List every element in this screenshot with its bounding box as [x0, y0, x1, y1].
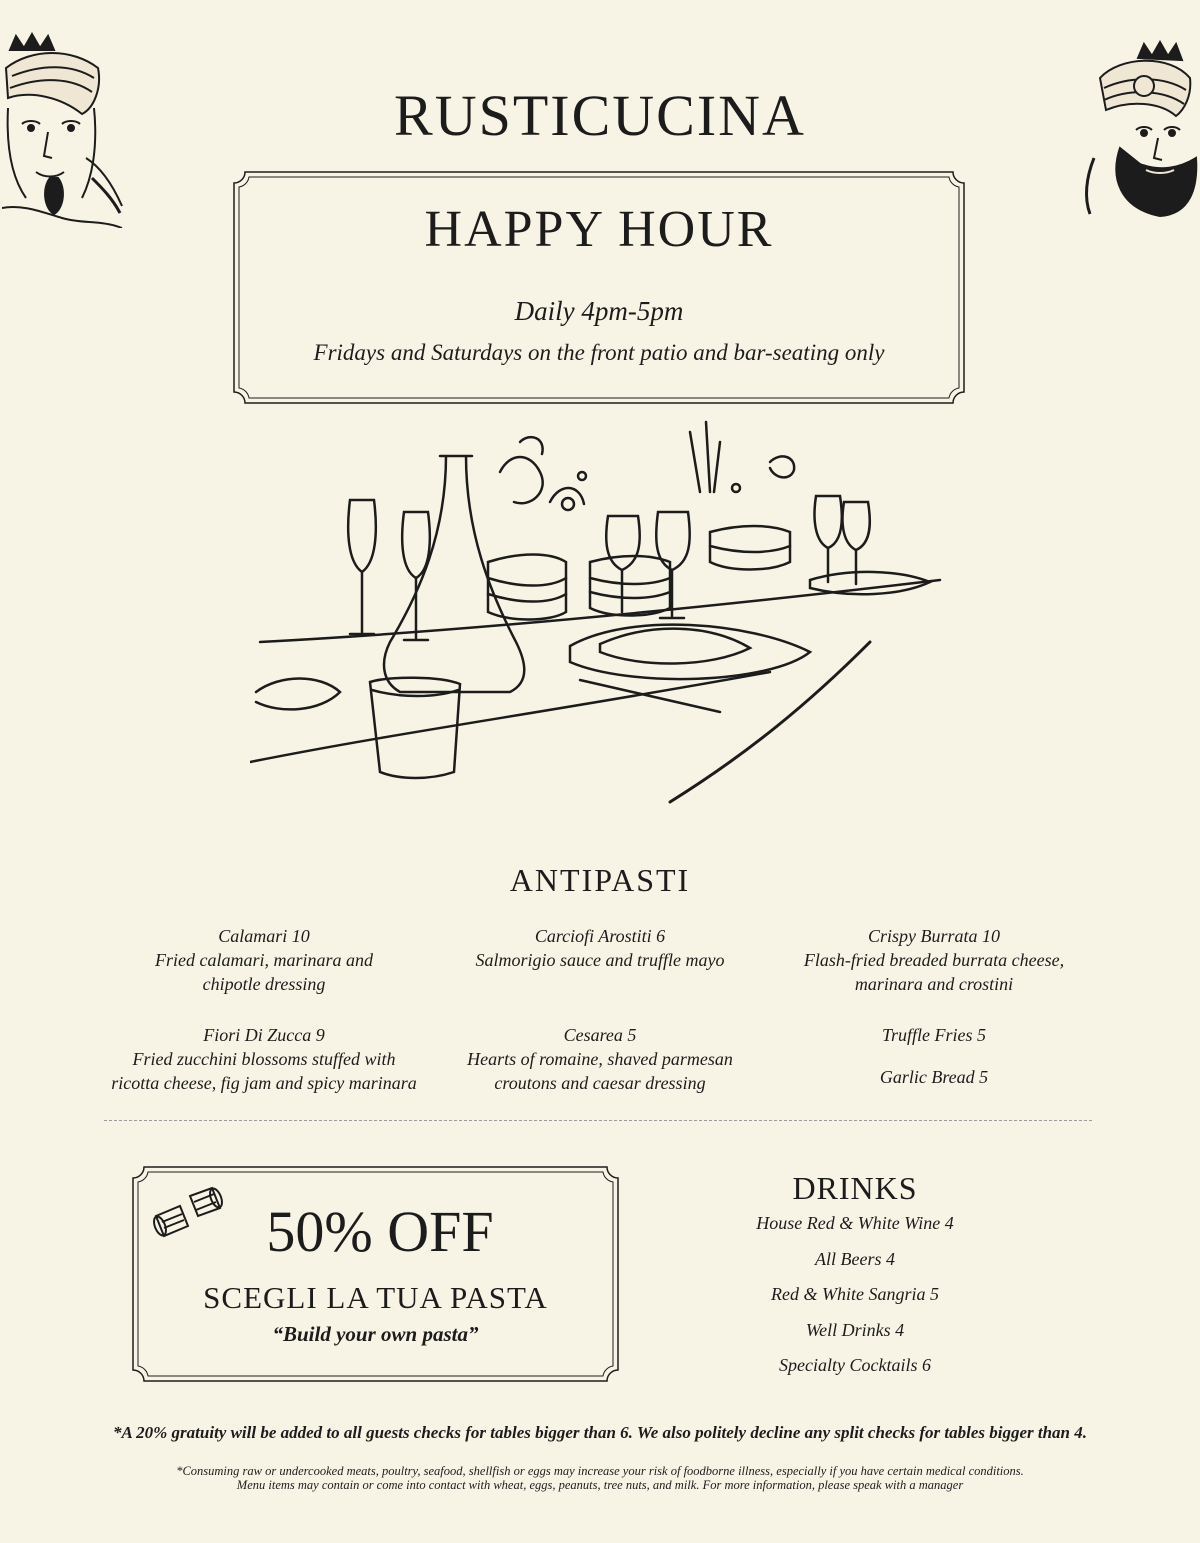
- gratuity-note: *A 20% gratuity will be added to all guests checks for tables bigger than 6. We also politely decline any split checks for tables bigger than 4.: [112, 1423, 1088, 1442]
- section-divider: [104, 1120, 1092, 1121]
- happy-hour-note: Fridays and Saturdays on the front patio and bar-seating only: [313, 340, 885, 365]
- dish-name: Crispy Burrata 10: [867, 926, 1000, 946]
- drink-item: Red & White Sangria 5: [771, 1284, 939, 1304]
- drink-item: Well Drinks 4: [805, 1320, 905, 1340]
- dish-description: chipotle dressing: [202, 974, 326, 994]
- dish-name: Carciofi Arostiti 6: [534, 926, 666, 946]
- promo-discount: 50% OFF: [266, 1199, 494, 1264]
- promo-subtitle: SCEGLI LA TUA PASTA: [203, 1280, 548, 1315]
- antipasti-heading: ANTIPASTI: [509, 862, 691, 898]
- drinks-heading: DRINKS: [792, 1170, 918, 1206]
- dining-table-sketch: [250, 412, 950, 830]
- dish-description: Salmorigio sauce and truffle mayo: [475, 950, 725, 970]
- dish-description: Flash-fried breaded burrata cheese,: [803, 950, 1065, 970]
- dish-description: Fried calamari, marinara and: [155, 950, 373, 970]
- dish-description: ricotta cheese, fig jam and spicy marinara: [111, 1073, 417, 1093]
- drink-item: Specialty Cocktails 6: [779, 1355, 931, 1375]
- menu-item: [754, 1023, 1114, 1047]
- promo-tagline: “Build your own pasta”: [272, 1322, 479, 1346]
- menu-item: [754, 924, 1114, 996]
- menu-item: [754, 1065, 1114, 1089]
- allergen-disclaimer: Menu items may contain or come into contact with wheat, eggs, peanuts, tree nuts, and milk. For more information, please speak with a manager: [236, 1478, 964, 1492]
- menu-item: [84, 1023, 444, 1095]
- drink-item: House Red & White Wine 4: [756, 1213, 954, 1233]
- dish-name: Cesarea 5: [563, 1025, 637, 1045]
- dish-name: Truffle Fries 5: [881, 1025, 986, 1045]
- menu-item: [420, 1023, 780, 1095]
- food-safety-disclaimer: *Consuming raw or undercooked meats, poultry, seafood, shellfish or eggs may increase your risk of foodborne illness, especially if you have certain medical conditions.: [176, 1464, 1024, 1478]
- menu-item: [420, 924, 780, 972]
- dish-description: croutons and caesar dressing: [494, 1073, 706, 1093]
- drink-item: All Beers 4: [815, 1249, 895, 1269]
- dish-name: Calamari 10: [218, 926, 310, 946]
- dish-description: Hearts of romaine, shaved parmesan: [467, 1049, 733, 1069]
- happy-hour-title: HAPPY HOUR: [424, 201, 774, 258]
- dish-description: marinara and crostini: [854, 974, 1014, 994]
- dish-name: Fiori Di Zucca 9: [203, 1025, 325, 1045]
- menu-item: [84, 924, 444, 996]
- happy-hour-time: Daily 4pm-5pm: [514, 296, 684, 326]
- restaurant-name: RUSTICUCINA: [394, 83, 806, 148]
- dish-description: Fried zucchini blossoms stuffed with: [132, 1049, 396, 1069]
- dish-name: Garlic Bread 5: [879, 1067, 989, 1087]
